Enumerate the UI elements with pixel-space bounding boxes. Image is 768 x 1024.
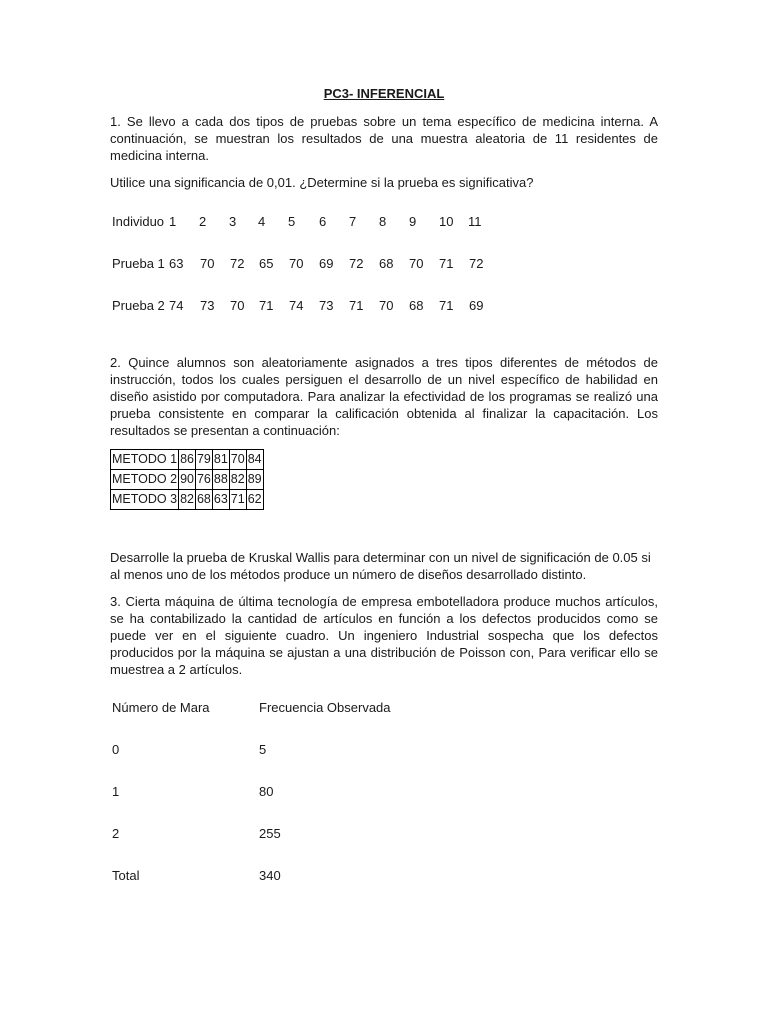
metodo-value: 68 [195, 490, 212, 510]
individuo-value: 10 [439, 214, 454, 229]
individuo-value: 9 [409, 214, 417, 229]
prueba1-value: 70 [409, 256, 424, 271]
prueba1-value: 69 [319, 256, 334, 271]
prueba1-value: 63 [169, 256, 184, 271]
table-row [111, 450, 264, 470]
prueba1-value: 70 [289, 256, 304, 271]
metodo-value: 70 [229, 450, 246, 470]
prueba2-value: 71 [349, 298, 364, 313]
frecuencia-value: 340 [259, 868, 281, 883]
document-title: PC3- INFERENCIAL [323, 86, 445, 101]
prueba2-value: 74 [169, 298, 184, 313]
metodo-value: 82 [229, 470, 246, 490]
numero-value: 0 [112, 742, 120, 757]
metodo-value: 79 [195, 450, 212, 470]
prueba2-label: Prueba 2 [112, 298, 165, 313]
prueba1-value: 65 [259, 256, 274, 271]
numero-value: Total [112, 868, 140, 883]
prueba2-value: 68 [409, 298, 424, 313]
metodo-value: 81 [212, 450, 229, 470]
individuo-label: Individuo [112, 214, 165, 229]
metodo-value: 88 [212, 470, 229, 490]
individuo-value: 5 [288, 214, 296, 229]
individuo-value: 3 [229, 214, 237, 229]
frecuencia-value: 255 [259, 826, 281, 841]
col-header-numero: Número de Mara [112, 700, 210, 715]
individuo-value: 11 [468, 214, 482, 229]
table-row [111, 490, 264, 510]
metodos-table [110, 449, 264, 510]
numero-value: 1 [112, 784, 120, 799]
individuo-value: 8 [379, 214, 387, 229]
metodo-value: 86 [179, 450, 196, 470]
prueba2-value: 71 [439, 298, 454, 313]
metodo-value: 84 [246, 450, 263, 470]
q1-instruction: Utilice una significancia de 0,01. ¿Determine si la prueba es significativa? [110, 175, 534, 190]
prueba1-value: 72 [469, 256, 484, 271]
metodo-value: 76 [195, 470, 212, 490]
q1-statement: 1. Se llevo a cada dos tipos de pruebas sobre un tema específico de medicina interna. A continuación, se muestran los resultados de una muestra aleatoria de 11 residentes de medicina interna. [110, 114, 658, 163]
col-header-frecuencia: Frecuencia Observada [259, 700, 391, 715]
metodo-label: METODO 1 [111, 450, 179, 470]
prueba2-value: 73 [319, 298, 334, 313]
q2-kruskal-instruction: Desarrolle la prueba de Kruskal Wallis para determinar con un nivel de significación de 0.05 si al menos uno de los métodos produce un número de diseños desarrollado distinto. [110, 550, 651, 582]
numero-value: 2 [112, 826, 120, 841]
individuo-value: 2 [199, 214, 207, 229]
prueba2-value: 70 [379, 298, 394, 313]
prueba2-value: 71 [259, 298, 274, 313]
prueba1-value: 71 [439, 256, 454, 271]
prueba2-value: 70 [230, 298, 245, 313]
metodo-value: 62 [246, 490, 263, 510]
table-row [111, 470, 264, 490]
metodo-value: 82 [179, 490, 196, 510]
frecuencia-value: 80 [259, 784, 274, 799]
frecuencia-value: 5 [259, 742, 267, 757]
metodo-value: 71 [229, 490, 246, 510]
individuo-value: 7 [349, 214, 357, 229]
metodo-label: METODO 2 [111, 470, 179, 490]
metodo-value: 90 [179, 470, 196, 490]
individuo-value: 1 [169, 214, 177, 229]
metodo-value: 89 [246, 470, 263, 490]
prueba1-value: 70 [200, 256, 215, 271]
prueba1-value: 72 [230, 256, 245, 271]
individuo-value: 4 [258, 214, 266, 229]
prueba2-value: 73 [200, 298, 215, 313]
prueba2-value: 74 [289, 298, 304, 313]
metodo-label: METODO 3 [111, 490, 179, 510]
prueba2-value: 69 [469, 298, 484, 313]
prueba1-value: 68 [379, 256, 394, 271]
prueba1-label: Prueba 1 [112, 256, 165, 271]
q3-statement: 3. Cierta máquina de última tecnología de empresa embotelladora produce muchos artículos, se ha contabilizado la cantidad de artículos en función a los defectos producidos como se puede ver en el siguiente cuadro. Un ingeniero Industrial sospecha que los defectos producidos por la máquina se ajustan a una distribución de Poisson con, Para verificar ello se muestrea a 2 artículos. [110, 594, 658, 677]
individuo-value: 6 [319, 214, 327, 229]
q2-statement: 2. Quince alumnos son aleatoriamente asignados a tres tipos diferentes de métodos de instrucción, todos los cuales persiguen el desarrollo de un nivel específico de habilidad en diseño asistido por computadora. Para analizar la efectividad de los programas se realizó una prueba consistente en comparar la calificación obtenida al finalizar la capacitación. Los resultados se presentan a continuación: [110, 355, 658, 438]
metodo-value: 63 [212, 490, 229, 510]
prueba1-value: 72 [349, 256, 364, 271]
